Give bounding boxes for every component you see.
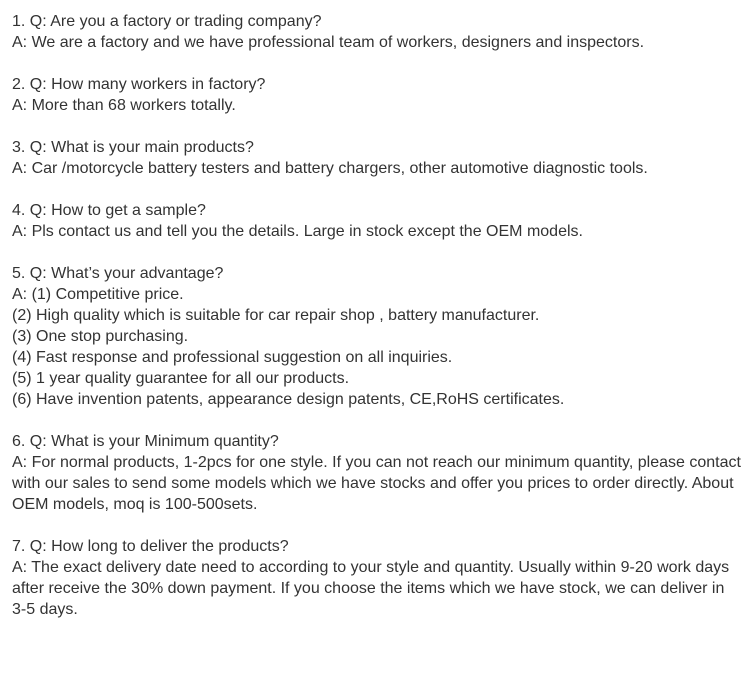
- faq-item-4: [12, 200, 740, 242]
- faq-question: 3. Q: What is your main products?: [12, 139, 254, 156]
- faq-item-2: [12, 74, 740, 116]
- faq-question: 5. Q: What’s your advantage?: [12, 265, 224, 282]
- faq-item-7: [12, 536, 740, 620]
- faq-answer-line: with our sales to send some models which we have stocks and offer you prices to order directly. About: [12, 475, 734, 492]
- faq-item-1: [12, 11, 740, 53]
- faq-answer-line: A: The exact delivery date need to according to your style and quantity. Usually within 9-20 work days: [12, 559, 730, 576]
- faq-answer-line: (5) 1 year quality guarantee for all our products.: [12, 370, 350, 387]
- faq-answer-line: A: Car /motorcycle battery testers and battery chargers, other automotive diagnostic tools.: [12, 160, 648, 177]
- faq-answer-line: A: We are a factory and we have professional team of workers, designers and inspectors.: [12, 34, 645, 51]
- faq-answer-line: (4) Fast response and professional suggestion on all inquiries.: [12, 349, 453, 366]
- faq-answer-line: A: (1) Competitive price.: [12, 286, 184, 303]
- faq-question: 2. Q: How many workers in factory?: [12, 76, 266, 93]
- faq-item-3: [12, 137, 740, 179]
- faq-answer-line: (3) One stop purchasing.: [12, 328, 189, 345]
- faq-item-5: [12, 263, 740, 410]
- faq-answer-line: after receive the 30% down payment. If you choose the items which we have stock, we can deliver in: [12, 580, 725, 597]
- faq-answer-line: (6) Have invention patents, appearance design patents, CE,RoHS certificates.: [12, 391, 565, 408]
- faq-answer-line: 3-5 days.: [12, 601, 78, 618]
- faq-question: 4. Q: How to get a sample?: [12, 202, 206, 219]
- faq-question: 6. Q: What is your Minimum quantity?: [12, 433, 279, 450]
- faq-answer-line: A: Pls contact us and tell you the details. Large in stock except the OEM models.: [12, 223, 583, 240]
- faq-question: 7. Q: How long to deliver the products?: [12, 538, 289, 555]
- faq-answer-line: A: More than 68 workers totally.: [12, 97, 236, 114]
- faq-answer-line: (2) High quality which is suitable for car repair shop , battery manufacturer.: [12, 307, 540, 324]
- faq-answer-line: OEM models, moq is 100-500sets.: [12, 496, 258, 513]
- faq-question: 1. Q: Are you a factory or trading company?: [12, 13, 322, 30]
- faq-item-6: [12, 431, 740, 515]
- faq-answer-line: A: For normal products, 1-2pcs for one style. If you can not reach our minimum quantity, please contact: [12, 454, 741, 471]
